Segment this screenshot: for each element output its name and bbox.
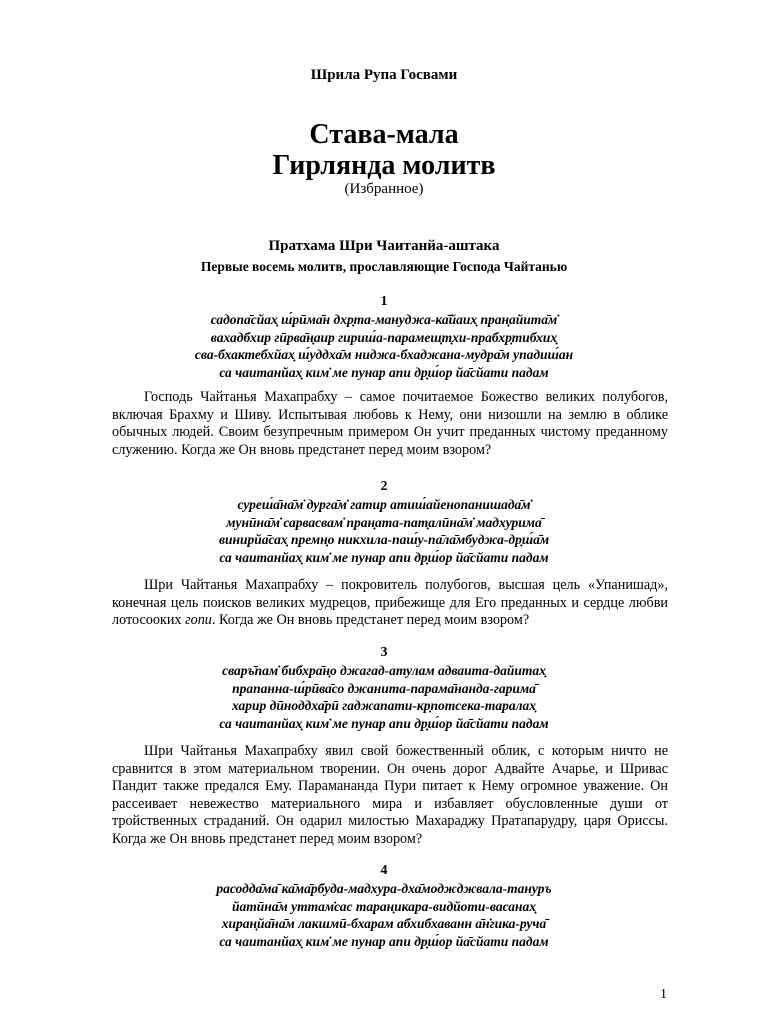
verse-line: расодда̄ма̄ ка̄ма̄рбуда-мадхура-дха̄моджджвала-тануръ	[216, 881, 552, 896]
verse-line: винирйа̄сах̣ премн̣о никхила-паш́у-па̄ла̄мбуджа-др̣ш́а̄м	[218, 532, 550, 547]
verse-2	[0, 478, 768, 566]
page-number: 1	[660, 987, 667, 1002]
verse-line: мунӣна̄м̇ сарвасвам̇ пран̣ата-пат̣алӣна̄м̇ мадхурима̄	[226, 514, 542, 530]
verse-number: 2	[380, 479, 388, 494]
title-line-1: Става-мала	[309, 119, 459, 150]
author-name: Шрила Рупа Госвами	[310, 67, 458, 83]
verse-line: вахадбхир гӣрва̄н̣аир гириш́а-парамеш̣т̣хи-прабхр̣тибхих̣	[210, 329, 558, 345]
verse-line: сва-бхактебхйах̣ ш́уддха̄м ниджа-бхаджана-мудра̄м упадиш́ан	[194, 347, 574, 362]
verse-number: 1	[380, 294, 388, 309]
verse-line: хиран̣йа̄на̄м лакшмӣ-бхарам абхибхаванн а̄н̇гика-руча̄	[221, 916, 547, 931]
verse-line: са чаитанйах̣ ким̇ ме пунар апи др̣ш́ор йа̄сйати падам	[219, 715, 549, 731]
verse-line: прапанна-ш́рӣва̄со джанита-парама̄нанда-гарима̄	[232, 680, 536, 696]
verse-3	[0, 644, 768, 732]
translation-text: Шри Чайтанья Махапрабху – покровитель полубогов, высшая цель «Упанишад», конечная цель поисков великих мудрецов, прибежище для Его преданных и сердце любви лотосооких	[112, 577, 668, 628]
translation-text: . Когда же Он вновь предстанет перед моим взором?	[211, 612, 530, 628]
verse-line: сваръ̄пам̇ бибхра̄н̣о джагад-атулам адваита-дайитах̣	[222, 663, 546, 678]
verse-number: 4	[380, 863, 388, 878]
verse-number: 3	[380, 645, 388, 660]
verse-3-translation: Шри Чайтанья Махапрабху явил свой божественный облик, с которым ничто не сравнится в этом материальном творении. Он очень дорог Адвайте Ачарье, и Шривас Пандит также предался Ему. Парамананда Пури питает к Нему огромное уважение. Он рассеивает невежество материального мира и избавляет обусловленные души от тройственных страданий. Он одарил милостью Махараджу Пратапарудру, царя Ориссы. Когда же Он вновь предстанет перед моим взором?	[112, 743, 668, 847]
verse-4	[0, 862, 768, 950]
verse-1-translation: Господь Чайтанья Махапрабху – самое почитаемое Божество великих полубогов, включая Брахму и Шиву. Испытывая любовь к Нему, они низошли на землю в облике обычных людей. Своим безупречным примером Он учит преданных чистому преданному служению. Когда же Он вновь предстанет перед моим взором?	[112, 389, 668, 458]
verse-line: са чаитанйах̣ ким̇ ме пунар апи др̣ш́ор йа̄сйати падам	[219, 549, 549, 565]
translation-italic-term: гопи	[185, 612, 212, 628]
verse-2-translation	[112, 577, 668, 630]
title-subtitle: (Избранное)	[344, 181, 424, 197]
title-line-2: Гирлянда молитв	[272, 150, 496, 181]
verse-line: садопа̄сйах̣ ш́рӣма̄н дхр̣та-мануджа-ка̄йаих̣ пран̣айита̄м̇	[210, 312, 558, 327]
verse-line: йатӣна̄м уттам̇сас таран̣икара-видйоти-васанах̣	[232, 898, 536, 914]
verse-line: харир дӣноддха̄рӣ гаджапати-кр̣потсека-таралах̣	[231, 698, 537, 713]
verse-line: суреш́а̄на̄м̇ дурга̄м̇ гатир атиш́айенопанишада̄м̇	[237, 497, 531, 512]
verse-1	[0, 293, 768, 381]
section-subtitle: Первые восемь молитв, прославляющие Господа Чайтанью	[200, 259, 568, 274]
verse-line: са чаитанйах̣ ким̇ ме пунар апи др̣ш́ор йа̄сйати падам	[219, 933, 549, 949]
verse-line: са чаитанйах̣ ким̇ ме пунар апи др̣ш́ор йа̄сйати падам	[219, 364, 549, 380]
section-title: Пратхама Шри Чаитанйа-аштака	[268, 238, 500, 254]
